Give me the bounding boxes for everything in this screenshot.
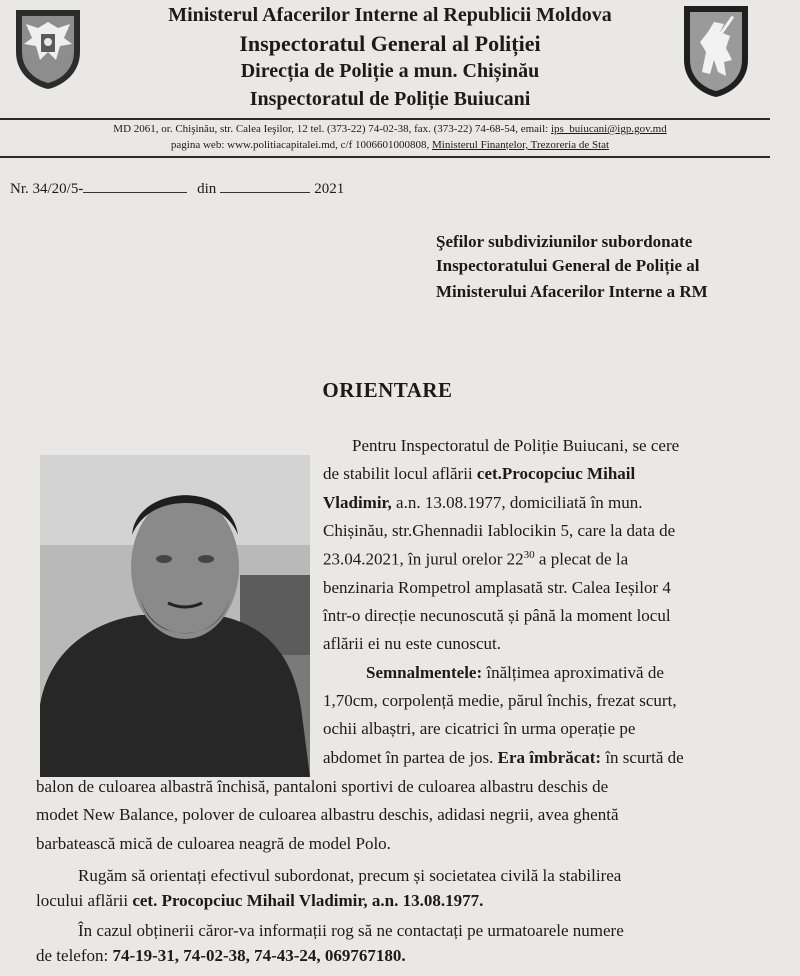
addressee-line-2: Inspectoratului General de Poliție al (436, 256, 700, 275)
body-p4-line-2 (36, 946, 406, 966)
moldova-coat-of-arms-icon (12, 4, 84, 90)
directorate-name: Direcția de Poliție a mun. Chișinău (240, 60, 540, 82)
body-p2-line-2: 1,70cm, corpolență medie, părul închis, frezat scurt, (323, 691, 677, 710)
body-p1-line-2 (323, 464, 635, 484)
phone-label: de telefon: (36, 946, 113, 965)
body-p1-line-5 (323, 549, 628, 570)
body-p3-line-2 (36, 891, 483, 911)
body-p2-line-4 (323, 748, 684, 768)
body-p2-line-1 (366, 663, 664, 683)
body-p1-line-7: într-o direcție necunoscută și până la moment locul (323, 606, 671, 625)
body-p1-line-8: aflării ei nu este cunoscut. (323, 634, 501, 653)
body-p1-line-3 (323, 493, 643, 513)
body-text: a plecat de la (534, 549, 629, 569)
body-p2-line-7: barbatească mică de culoarea neagră de model Polo. (36, 834, 391, 853)
contact-web: pagina web: www.politiacapitalei.md, c/f 1006601000808, (170, 139, 433, 151)
clothing-label: Era îmbrăcat: (497, 748, 602, 767)
body-text: locului aflării (36, 891, 133, 910)
reference-year: 2021 (314, 181, 345, 197)
body-p3-line-1: Rugăm să orientați efectivul subordonat, precum și societatea civilă la stabilirea (78, 866, 622, 885)
contact-address: MD 2061, or. Chişinău, str. Calea Ieşilor, 12 tel. (373-22) 74-02-38, fax. (373-22) 74-68-54, email: (113, 123, 551, 135)
police-lion-emblem-icon (680, 2, 752, 98)
header-divider-bottom (0, 156, 770, 158)
header-divider-top (0, 118, 770, 120)
reference-number-line (10, 178, 344, 198)
din-label: din (197, 181, 217, 197)
ministry-name: Ministerul Afacerilor Interne al Republicii Moldova (168, 4, 612, 26)
document-title: ORIENTARE (322, 378, 453, 402)
body-p2-line-3: ochii albaștri, are cicatrici în urma operație pe (323, 719, 636, 738)
person-name: cet.Procopciuc Mihail (476, 464, 636, 483)
date-blank (220, 178, 310, 193)
contact-treasury: Ministerul Finanțelor, Trezoreria de Stat (432, 139, 610, 151)
body-text: de stabilit locul aflării (323, 464, 477, 483)
body-p1-line-6: benzinaria Rompetrol amplasată str. Calea Ieșilor 4 (323, 578, 671, 597)
nr-blank (83, 178, 187, 193)
nr-label: Nr. 34/20/5- (10, 181, 84, 197)
contact-line-2 (10, 137, 770, 153)
inspectorate-name: Inspectoratul de Poliție Buiucani (249, 88, 531, 110)
body-text: în scurtă de (601, 748, 684, 767)
contact-email-link[interactable]: ips_buiucani@igp.gov.md (550, 123, 667, 135)
body-text: a.n. 13.08.1977, domiciliată în mun. (391, 493, 643, 512)
body-p2-line-6: modet New Balance, polover de culoarea albastru deschis, adidasi negrii, avea ghentă (36, 805, 619, 824)
phone-numbers: 74-19-31, 74-02-38, 74-43-24, 069767180. (112, 946, 406, 965)
body-text: 23.04.2021, în jurul orelor 22 (323, 549, 524, 569)
contact-line-1 (10, 121, 770, 137)
body-p1-line-4: Chișinău, str.Ghennadii Iablocikin 5, care la data de (323, 521, 676, 540)
person-name-repeat: cet. Procopciuc Mihail Vladimir, a.n. 13.08.1977. (132, 891, 484, 910)
body-text: abdomet în partea de jos. (323, 748, 498, 767)
time-minutes-sup: 30 (523, 549, 535, 561)
description-label: Semnalmentele: (366, 663, 483, 682)
person-name-cont: Vladimir, (323, 493, 392, 512)
general-inspectorate-name: Inspectoratul General al Poliției (239, 31, 541, 56)
body-p1-line-1: Pentru Inspectoratul de Poliție Buiucani, se cere (352, 436, 680, 455)
addressee-line-3: Ministerului Afacerilor Interne a RM (436, 282, 708, 301)
body-p2-line-5: balon de culoarea albastră închisă, pantaloni sportivi de culoarea albastru deschis de (36, 777, 609, 796)
addressee-line-1: Şefilor subdiviziunilor subordonate (436, 232, 693, 251)
body-p4-line-1: În cazul obținerii căror-va informații rog să ne contactați pe urmatoarele numere (78, 921, 624, 940)
missing-person-photo (40, 455, 310, 777)
body-text: înălțimea aproximativă de (482, 663, 664, 682)
